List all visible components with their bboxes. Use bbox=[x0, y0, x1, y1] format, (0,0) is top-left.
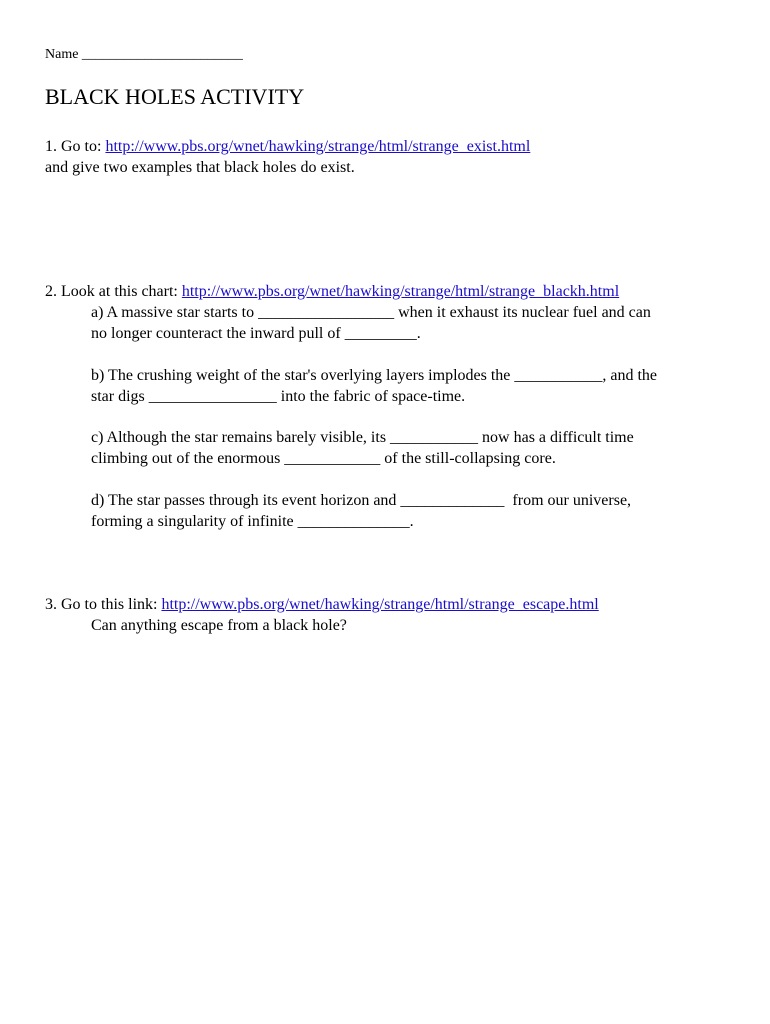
question-2c-line-1: c) Although the star remains barely visible, its ___________ now has a difficult time bbox=[91, 429, 634, 446]
question-2b-line-2: star digs ________________ into the fabric of space-time. bbox=[91, 388, 466, 405]
question-2a-line-2: no longer counteract the inward pull of _________. bbox=[91, 325, 421, 342]
name-field-label: Name _______________________ bbox=[45, 47, 243, 62]
question-2c-line-2: climbing out of the enormous ____________ of the still-collapsing core. bbox=[91, 450, 556, 467]
question-3-prefix: 3. Go to this link: bbox=[45, 596, 162, 613]
question-2d-line-1: d) The star passes through its event horizon and _____________ from our universe, bbox=[91, 492, 632, 509]
question-2-prefix: 2. Look at this chart: bbox=[45, 283, 182, 300]
page-title: BLACK HOLES ACTIVITY bbox=[45, 84, 305, 109]
question-3-prompt: Can anything escape from a black hole? bbox=[91, 617, 347, 634]
question-2b-line-1: b) The crushing weight of the star's overlying layers implodes the ___________, and the bbox=[91, 367, 658, 384]
question-2a-line-1: a) A massive star starts to _________________ when it exhaust its nuclear fuel and can bbox=[91, 304, 651, 321]
question-1 bbox=[45, 137, 530, 157]
question-3 bbox=[45, 595, 599, 615]
question-1-instruction: and give two examples that black holes do exist. bbox=[45, 159, 355, 176]
question-3-link[interactable]: http://www.pbs.org/wnet/hawking/strange/html/strange_escape.html bbox=[161, 596, 599, 613]
question-2d-line-2: forming a singularity of infinite ______________. bbox=[91, 513, 414, 530]
question-1-link[interactable]: http://www.pbs.org/wnet/hawking/strange/html/strange_exist.html bbox=[105, 138, 531, 155]
question-2-link[interactable]: http://www.pbs.org/wnet/hawking/strange/html/strange_blackh.html bbox=[181, 283, 620, 300]
question-1-prefix: 1. Go to: bbox=[45, 138, 106, 155]
question-2 bbox=[45, 282, 619, 302]
